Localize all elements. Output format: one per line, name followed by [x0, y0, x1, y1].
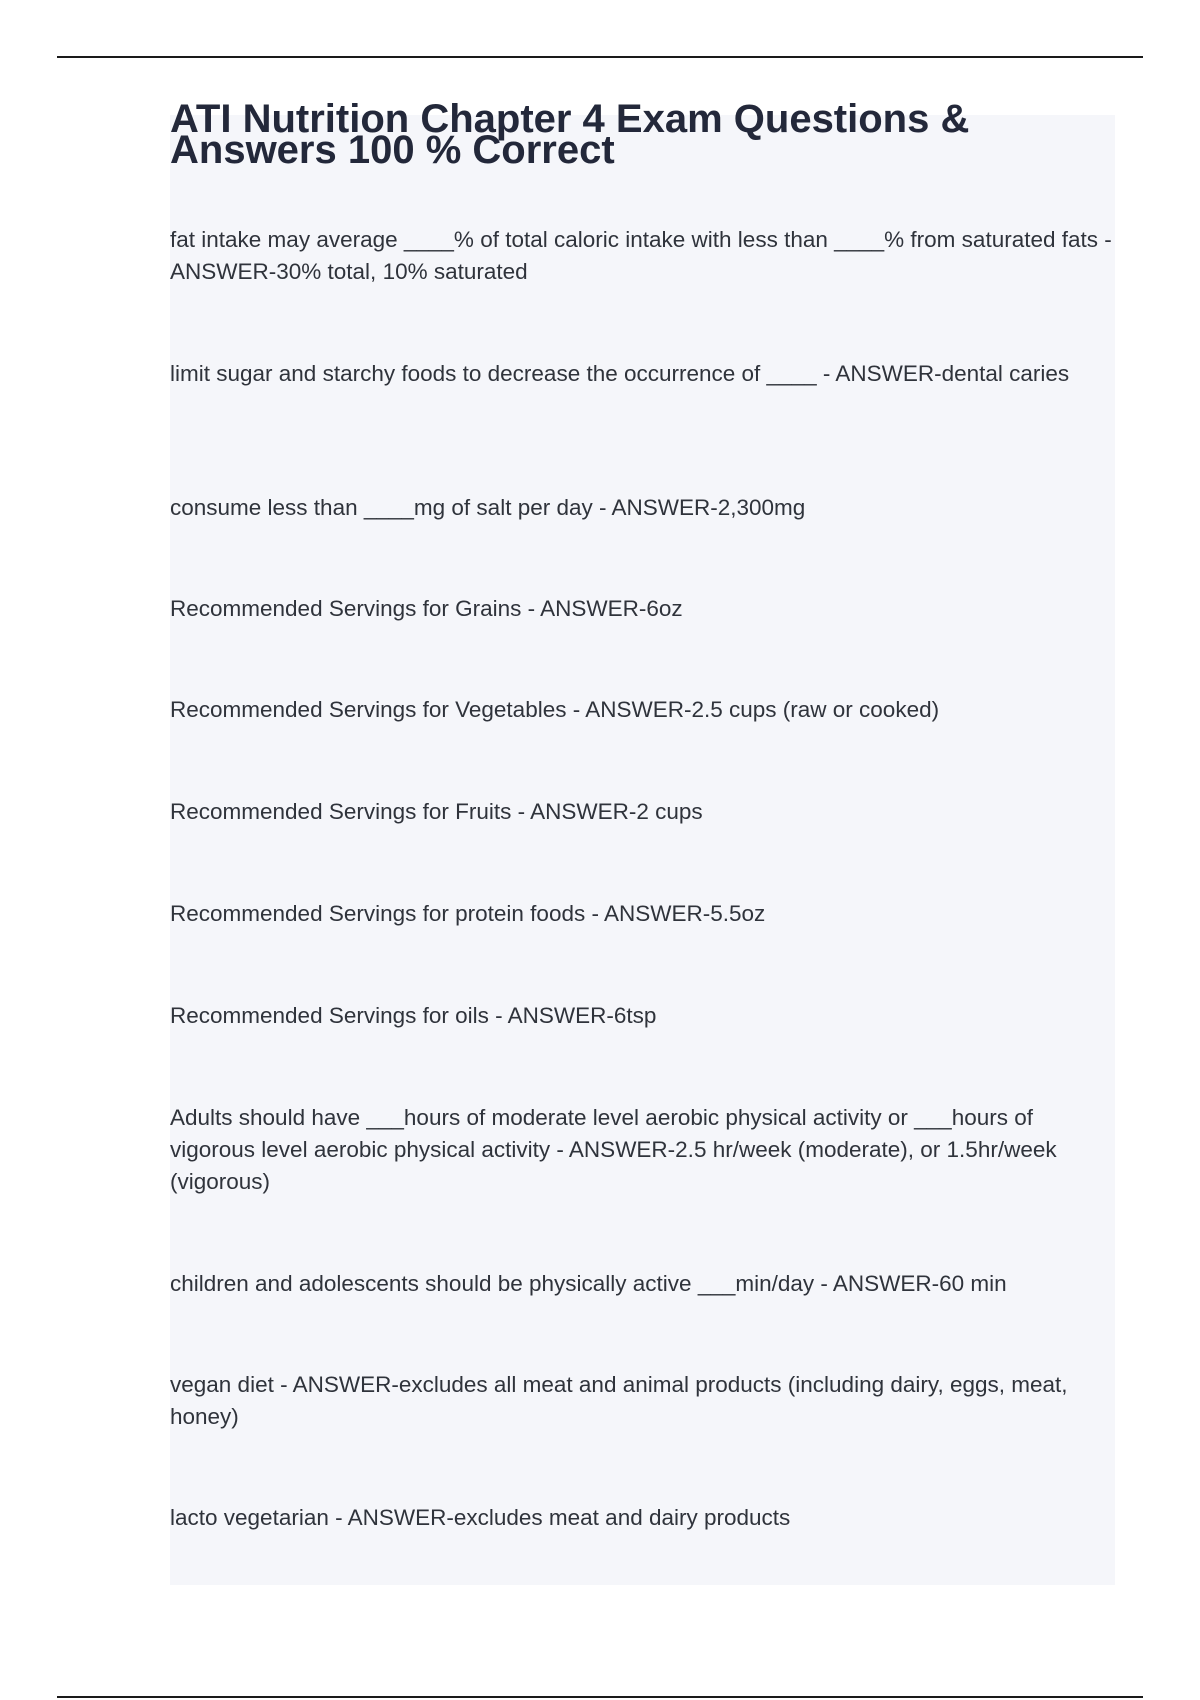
document-title: ATI Nutrition Chapter 4 Exam Questions & Answers 100 % Correct [170, 97, 970, 172]
qa-item-fat-intake: fat intake may average ____% of total caloric intake with less than ____% from saturated fats - ANSWER-30% total, 10% saturated [170, 227, 1112, 284]
qa-item-lacto-vegetarian: lacto vegetarian - ANSWER-excludes meat and dairy products [170, 1505, 791, 1530]
qa-item-fruits: Recommended Servings for Fruits - ANSWER-2 cups [170, 799, 703, 824]
qa-item-adult-activity: Adults should have ___hours of moderate level aerobic physical activity or ___hours of vigorous level aerobic physical activity - ANSWER-2.5 hr/week (moderate), or 1.5hr/week (vigorous) [170, 1105, 1057, 1194]
content-panel [170, 115, 1115, 1585]
qa-item-vegetables: Recommended Servings for Vegetables - ANSWER-2.5 cups (raw or cooked) [170, 697, 940, 722]
qa-item-salt: consume less than ____mg of salt per day - ANSWER-2,300mg [170, 495, 806, 520]
qa-item-dental-caries: limit sugar and starchy foods to decrease the occurrence of ____ - ANSWER-dental caries [170, 361, 1070, 386]
qa-item-children-activity: children and adolescents should be physically active ___min/day - ANSWER-60 min [170, 1271, 1007, 1296]
qa-item-protein: Recommended Servings for protein foods - ANSWER-5.5oz [170, 901, 766, 926]
qa-item-oils: Recommended Servings for oils - ANSWER-6tsp [170, 1003, 657, 1028]
header-rule [57, 56, 1143, 58]
footer-rule [57, 1696, 1143, 1698]
qa-item-vegan-diet: vegan diet - ANSWER-excludes all meat and animal products (including dairy, eggs, meat, honey) [170, 1372, 1068, 1429]
qa-item-grains: Recommended Servings for Grains - ANSWER-6oz [170, 596, 683, 621]
